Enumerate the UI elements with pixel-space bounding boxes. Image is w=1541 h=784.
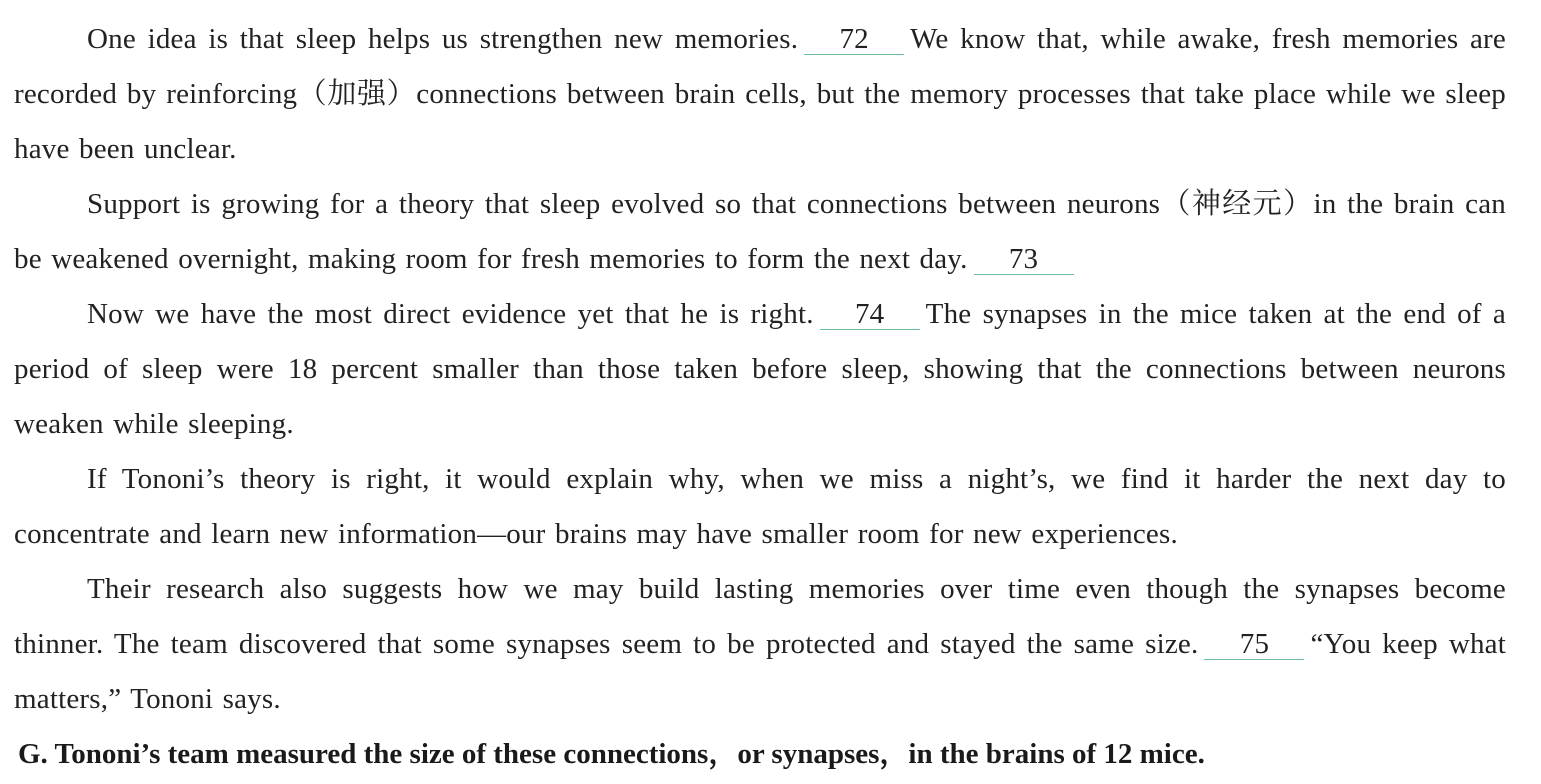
answer-blank-74: 74 bbox=[820, 299, 920, 330]
paragraph-3-text-after: The synapses in the mice taken at the end of a period of sleep were 18 percent smaller than those taken before sleep, showing that the connections between neurons weaken while sleeping. bbox=[14, 298, 1506, 440]
paragraph-3 bbox=[14, 287, 1506, 452]
paragraph-4 bbox=[14, 452, 1506, 562]
passage bbox=[14, 12, 1506, 782]
paragraph-2 bbox=[14, 177, 1506, 287]
paragraph-1 bbox=[14, 12, 1506, 177]
paragraph-4-text: If Tononi’s theory is right, it would explain why, when we miss a night’s, we find it harder the next day to concentrate and learn new information—our brains may have smaller room for new experiences. bbox=[14, 463, 1506, 550]
answer-blank-73: 73 bbox=[974, 244, 1074, 275]
answer-blank-72: 72 bbox=[804, 24, 904, 55]
option-g: G. Tononi’s team measured the size of these connections，or synapses，in the brains of 12 mice. bbox=[18, 738, 1205, 770]
paragraph-2-text-before: Support is growing for a theory that sleep evolved so that connections between neurons（神经元）in the brain can be weakened overnight, making room for fresh memories to form the next day. bbox=[14, 188, 1506, 275]
paragraph-5 bbox=[14, 562, 1506, 727]
paragraph-5-text-before: Their research also suggests how we may build lasting memories over time even though the synapses become thinner. The team discovered that some synapses seem to be protected and stayed the same size. bbox=[14, 573, 1506, 660]
paragraph-5-text-after: “You keep what matters,” Tononi says. bbox=[14, 628, 1507, 715]
paragraph-3-text-before: Now we have the most direct evidence yet that he is right. bbox=[87, 298, 814, 330]
paragraph-1-text-after: We know that, while awake, fresh memories are recorded by reinforcing（加强）connections between brain cells, but the memory processes that take place while we sleep have been unclear. bbox=[14, 23, 1506, 165]
answer-blank-75: 75 bbox=[1204, 629, 1304, 660]
paragraph-1-text-before: One idea is that sleep helps us strengthen new memories. bbox=[87, 23, 799, 55]
